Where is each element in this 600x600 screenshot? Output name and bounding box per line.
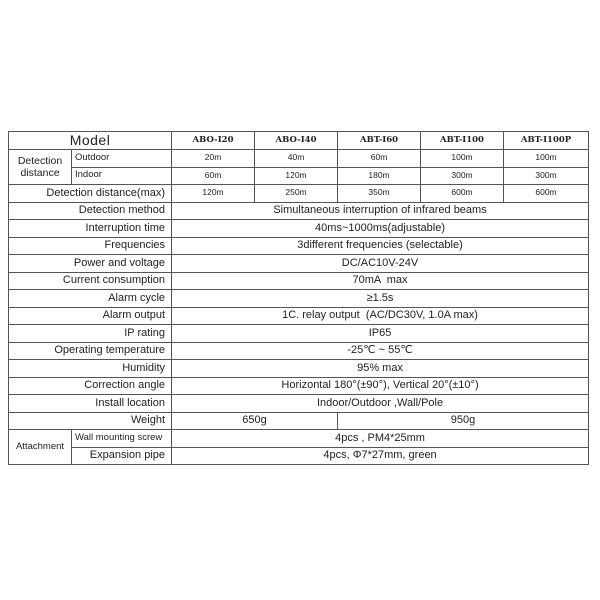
- humidity-row: [9, 360, 589, 378]
- ip-rating-value: IP65: [172, 325, 589, 343]
- weight-row: [9, 412, 589, 430]
- install-location-label: Install location: [9, 395, 172, 413]
- detection-method-row: [9, 202, 589, 220]
- detection-max-label: Detection distance(max): [9, 185, 172, 203]
- humidity-value: 95% max: [172, 360, 589, 378]
- alarm-cycle-row: [9, 290, 589, 308]
- detection-distance-label: Detection distance: [9, 150, 72, 185]
- detection-max-value-1: 120m: [172, 185, 255, 203]
- alarm-cycle-label: Alarm cycle: [9, 290, 172, 308]
- model-header-4: ABT-I100: [421, 132, 504, 150]
- current-consumption-label: Current consumption: [9, 272, 172, 290]
- detection-method-value: Simultaneous interruption of infrared beams: [172, 202, 589, 220]
- interruption-time-value: 40ms~1000ms(adjustable): [172, 220, 589, 238]
- interruption-time-row: [9, 220, 589, 238]
- humidity-label: Humidity: [9, 360, 172, 378]
- power-voltage-label: Power and voltage: [9, 255, 172, 273]
- operating-temperature-value: -25℃ ~ 55℃: [172, 342, 589, 360]
- detection-method-label: Detection method: [9, 202, 172, 220]
- outdoor-row: [9, 150, 589, 168]
- detection-max-value-3: 350m: [338, 185, 421, 203]
- model-label: Model: [9, 132, 172, 150]
- attachment-label: Attachment: [9, 430, 72, 465]
- expansion-pipe-row: [9, 447, 589, 465]
- frequencies-row: [9, 237, 589, 255]
- detection-max-value-5: 600m: [504, 185, 589, 203]
- correction-angle-row: [9, 377, 589, 395]
- frequencies-value: 3different frequencies (selectable): [172, 237, 589, 255]
- detection-max-row: [9, 185, 589, 203]
- outdoor-label: Outdoor: [72, 150, 172, 168]
- correction-angle-label: Correction angle: [9, 377, 172, 395]
- indoor-value-5: 300m: [504, 167, 589, 185]
- wall-screw-value: 4pcs , PM4*25mm: [172, 430, 589, 448]
- detection-max-value-4: 600m: [421, 185, 504, 203]
- expansion-pipe-label: Expansion pipe: [72, 447, 172, 465]
- indoor-row: [9, 167, 589, 185]
- expansion-pipe-value: 4pcs, Φ7*27mm, green: [172, 447, 589, 465]
- indoor-value-3: 180m: [338, 167, 421, 185]
- weight-value-a: 650g: [172, 412, 338, 430]
- current-consumption-row: [9, 272, 589, 290]
- outdoor-value-1: 20m: [172, 150, 255, 168]
- install-location-row: [9, 395, 589, 413]
- current-consumption-value: 70mA max: [172, 272, 589, 290]
- indoor-value-1: 60m: [172, 167, 255, 185]
- operating-temperature-label: Operating temperature: [9, 342, 172, 360]
- ip-rating-label: IP rating: [9, 325, 172, 343]
- detection-max-value-2: 250m: [255, 185, 338, 203]
- indoor-label: Indoor: [72, 167, 172, 185]
- spec-table: [8, 131, 589, 465]
- alarm-output-row: [9, 307, 589, 325]
- interruption-time-label: Interruption time: [9, 220, 172, 238]
- model-header-5: ABT-I100P: [504, 132, 589, 150]
- alarm-output-label: Alarm output: [9, 307, 172, 325]
- header-row: [9, 132, 589, 150]
- outdoor-value-5: 100m: [504, 150, 589, 168]
- power-voltage-value: DC/AC10V-24V: [172, 255, 589, 273]
- install-location-value: Indoor/Outdoor ,Wall/Pole: [172, 395, 589, 413]
- alarm-cycle-value: ≥1.5s: [172, 290, 589, 308]
- ip-rating-row: [9, 325, 589, 343]
- operating-temperature-row: [9, 342, 589, 360]
- wall-screw-row: [9, 430, 589, 448]
- model-header-1: ABO-I20: [172, 132, 255, 150]
- power-voltage-row: [9, 255, 589, 273]
- model-header-2: ABO-I40: [255, 132, 338, 150]
- wall-screw-label: Wall mounting screw: [72, 430, 172, 448]
- outdoor-value-2: 40m: [255, 150, 338, 168]
- weight-label: Weight: [9, 412, 172, 430]
- alarm-output-value: 1C. relay output (AC/DC30V, 1.0A max): [172, 307, 589, 325]
- outdoor-value-4: 100m: [421, 150, 504, 168]
- indoor-value-2: 120m: [255, 167, 338, 185]
- weight-value-b: 950g: [338, 412, 589, 430]
- model-header-3: ABT-I60: [338, 132, 421, 150]
- correction-angle-value: Horizontal 180°(±90°), Vertical 20°(±10°): [172, 377, 589, 395]
- indoor-value-4: 300m: [421, 167, 504, 185]
- frequencies-label: Frequencies: [9, 237, 172, 255]
- outdoor-value-3: 60m: [338, 150, 421, 168]
